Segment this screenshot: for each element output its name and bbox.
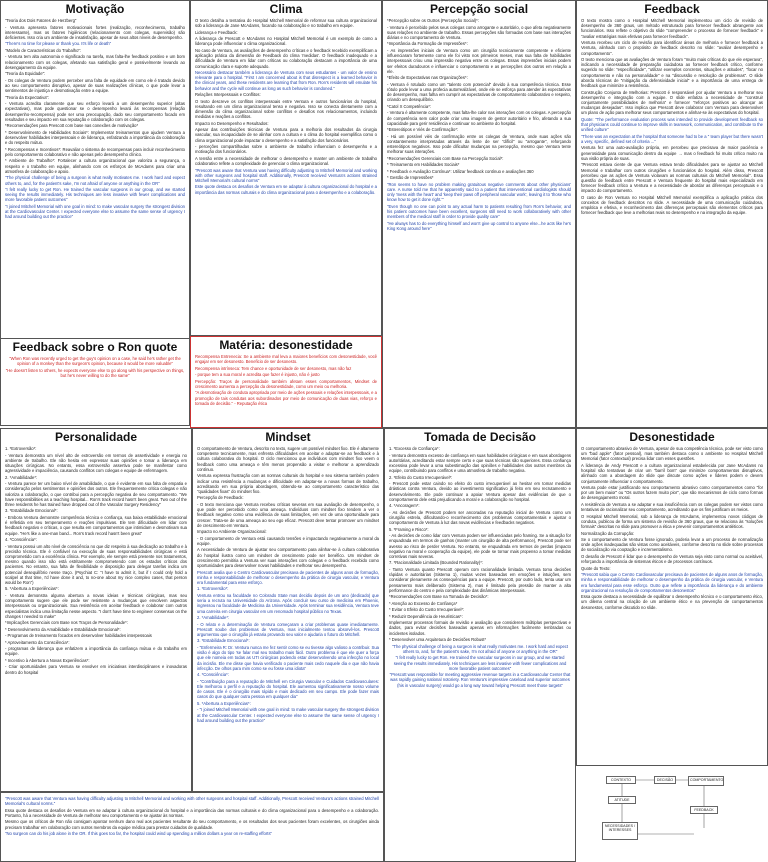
- percepcao-panel: [382, 0, 576, 428]
- paragraph: A necessidade de Ventura de ajustar seu comportamento para alinhar-se à cultura colaborativa do hospital ilustra como um mindset de crescimento pode ser benéfico. Um mindset de crescimento permitiria a Ventura ver suas interações com colegas e o feedback recebido como oportunidades para desenvolver novas habilidades e melhorar seu desempenho.: [197, 547, 379, 569]
- mindset-title: Mindset: [265, 430, 311, 444]
- bottom-quote-panel: [0, 792, 384, 862]
- tomada-body: [385, 446, 575, 688]
- paragraph: * Atenção ao Excesso de Confiança*: [389, 600, 458, 606]
- quote: "There's no time for please or thank you. It's life or death": [5, 41, 112, 47]
- paragraph: "Teoria da Equidade":: [5, 71, 46, 77]
- paragraph: O caso de Ron Ventura no Hospital Mitchell Memorial exemplifica a aplicação prática dos conceitos de feedback descritos no slide. A necessidade de uma comunicação cuidadosa, empática e efetiva, e reconhecimento das diferenças perceptuais são elementos críticos para fornecer feedback que leve a melhorias reais no desempenho e na integração da equipe.: [581, 194, 763, 216]
- paragraph: 1. *Extroversão*:: [5, 446, 37, 451]
- paragraph: - O texto menciona que Ventura recebeu críticas severas em sua avaliação de desempenho, o que pode ser percebido como uma ameaça. Indivíduos com mindset fixo tendem a ver o feedback negativo como uma evidência de suas limitações, em vez de uma oportunidade para crescer. Trata-se de uma ameaça ao seu ego eficaz. Prescott deve tentar promover um mindset de crescimento em Ventura.: [197, 501, 379, 528]
- paragraph: 4. *Consciência*:: [197, 672, 229, 678]
- personalidade-title: Personalidade: [54, 430, 138, 444]
- quote: "There was an expectation at the hospital that someone had to be a " team player but there wasn't a very, specific, defined set of criteria ...": [581, 133, 763, 144]
- paragraph: *Catol X Competência*:: [387, 103, 431, 109]
- paragraph: 5. *Abertura a Experiências*:: [5, 586, 59, 592]
- paragraph: 3. *Estabilidade Emocional*:: [5, 508, 58, 514]
- paragraph: A liderança de Prescott e McAdams no Hospital Mitchell Memorial é um exemplo de como a liderança pode influenciar o clima organizacional.: [195, 36, 377, 47]
- paragraph: - Há um possível viés de confirmação entre os colegas de Ventura, onde suas ações são constantemente interpretadas através da lente de ser "difícil" ou "arrogante", reforçando estereótipos negativos. Isso pode dificultar mudanças na percepção, mesmo que Ventura tente melhorar suas interações.: [387, 133, 571, 155]
- paragraph: O comportamento de Ventura, descrito no texto, sugere um possível mindset fixo. Ele é altamente competente tecnicamente, mas enfrenta dificuldades em aceitar e adaptar-se ao feedback e à cultura colaborativa do hospital. O ciclo mencionou que indivíduos com mindset fixo veem o feedback como uma ameaça e têm menos propensão a visitar e melhorar a aprendizado contínuo.: [197, 446, 379, 472]
- quote: "He doesn't listen to others, he expects everyone else to go along with his perspective on things, but he's never willing to do the same": [5, 367, 185, 378]
- paragraph: A resistência de Ventura a se adaptar e sua insuficiência com os colegas podem ser vistos como tentativas de racionalizar seu comportamento, acreditando que os fins justificam os meios.: [581, 501, 763, 513]
- paragraph: O Hospital Mitchell Memorial, sob a liderança de McAdams, implementou novos códigos de conduta, publicou de forma um sistema de revisão de 360 graus, que se relaciona às "soluções formais" descritas no slide para promover a ética e prevenir comportamentos antiéticos.: [581, 513, 763, 530]
- paragraph: "Modelo de Características do Trabalho":: [5, 47, 82, 53]
- paragraph: - Ventura demonstra um nível alto de extroversão em termos de assertividade e energia no ambiente de trabalho. Ele não hesita em expressar suas opiniões e tomar a liderança em situações cirúrgicas. No entanto, essa extroversão assertiva pode se manifestar como agressividade e impaciência, causando conflitos com colegas e equipe de enfermagem.: [5, 452, 187, 474]
- paragraph: *Percepção sobre os Outros (Percepção Social)*:: [387, 18, 479, 23]
- personalidade-body: [1, 446, 191, 675]
- paragraph: * Desenvolvimento da Amabilidade e Estabilidade Emocional*:: [5, 626, 121, 632]
- quote: "The physical challenge of being a surgeon is what really motivates me. I work hard and expect others to, and, for the patient's sake, I'm not afraid of anyone or anything in the OR": [5, 175, 185, 186]
- paragraph: Recompensa Entrenecia: Se a ambiente mal leva a maiores beneficios com desonestidade, você engajar em ser desonesto. Beneficio de ser desonesto.: [195, 354, 377, 365]
- diagram-node-decisao: DECISÃO: [654, 776, 676, 784]
- feedback-ron-title: Feedback sobre o Ron quote: [12, 340, 178, 354]
- paragraph: *Recomendações Gerenciais com Base na Percepção Social*:: [387, 155, 504, 161]
- paragraph: *Estereótipos e Viés de Confirmação*:: [387, 127, 459, 133]
- paragraph: Ventura recebeu um ciclo de revisão para identificar áreas de melhoria e fornecer feedback a Ventura, alinhado com o propósito de feedback descrito no slide: "avaliar desempenho e comportamento".: [581, 40, 763, 56]
- materia-body: [191, 354, 381, 406]
- quote: "I felt really lucky to get Ron. He trained the vascular surgeons in our group, and we started seeing the results immediately. His techniques are less invasive with fewer complications and more favorable patient outcomes": [393, 655, 567, 671]
- clima-title: Clima: [269, 2, 303, 16]
- paragraph: Quote do Texto:: [581, 565, 611, 571]
- paragraph: A tensão entre a necessidade de melhorar o desempenho e manter um ambiente de trabalho colaborativo reflete a complexidade de gerenciar o clima organizacional.: [195, 155, 377, 167]
- percepcao-title: Percepção social: [429, 2, 529, 16]
- quote: Quote: "The performance evaluation process was intended to provide development feedback so that physicians could continue to improve skills in teamwork, communication, and contribute to the unified culture": [581, 116, 763, 133]
- paragraph: O texto detalha a tentativa do Hospital Mitchell Memorial de reformar sua cultura organizacional sob a liderança de Jane McAdams, focando na colaboração e no trabalho em equipe.: [195, 18, 377, 29]
- paragraph: "Teoria da Expectativa":: [5, 94, 50, 100]
- paragraph: - programas de liderança que enfatizem a importância da confiança mútua e do trabalho em equipe.: [5, 646, 187, 657]
- paragraph: * Recompensas e Incentivos*: Reavaliar o sistema de recompensas para incluir reconhecimento pelo comportamento colaborativo e não apenas pelo desempenho clínico.: [5, 146, 185, 157]
- percepcao-body: [383, 18, 575, 231]
- diagram-node-comportamento: COMPORTAMENTO: [688, 776, 724, 786]
- paragraph: *Importância da Formação de Impressões*:: [387, 41, 468, 47]
- quote: "Prescott was aware that Ventura was having difficulty adjusting to Mitchell Memorial and working with other surgeons and hospital staff. Additionally, Prescott received Ventura's actions strained Mitchell Memorial's cultural norms": [195, 167, 377, 183]
- paragraph: Apesar das contribuições técnicas de Ventura para a melhoria dos resultados da cirurgia vascular, sua incapacidade de se alinhar com a cultura e o clima do hospital exemplifica como o clima organizacional pode impactar o desempenho e a satisfação dos funcionários.: [195, 127, 377, 143]
- paragraph: 2. *Amabilidade*:: [5, 474, 38, 480]
- paragraph: * Desenvolver uma Arquitetura de Decisões Robust*: [389, 637, 487, 643]
- paragraph: O comportamento abrasivo de Ventura, apesar de sua competência técnica, pode ser visto como um "bad apple" (fator pessoal), mas também destaca como o ambiente no Hospital Mitchell Memorial (fator contextual) precisa lidar com esses questões.: [581, 446, 763, 462]
- paragraph: - Tanto Ventura quanto Prescott operam com racionalidade limitada. Ventura toma decisões rápidas e autoritárias (Sistema 1), muitas vezes baseadas em emoções e intuições, sem considerar plenamente as consequências para a equipe. Prescott, por outro lado, tenta usar um pensamento mais deliberado (Sistema 2), mas é limitado pela pressão de manter a alta performance do centro e pela complexidade das dinâmicas interpessoais.: [389, 566, 571, 593]
- paragraph: - Embora Ventura demonstre competência técnica e confiança, sua baixa estabilidade emocional é refletida em seu temperamento e reações impulsivas. Ele tem dificuldade em lidar com feedback negativo e críticas, o que resulta em comportamentos que intimidam e desmotivam sua equipe. "He's like a one-man band... Ron's track record hasn't been great": [5, 514, 187, 536]
- paragraph: *Recomendações com Base na Tomada de Decisão*:: [389, 594, 489, 600]
- paragraph: 7. *Racionalidade Limitada (Bounded Rationality)*:: [389, 560, 484, 566]
- paragraph: "Prescott estava ciente de que Ventura estava tendo dificuldades para se ajustar ao Mitchell Memorial e trabalhar com outros cirurgiões e funcionários do hospital. Além disso, Prescott percebeu que as ações de Ventura violavam as normas culturais do Mitchell Memorial". Essa questão de feedback entre Prescott e Ventura frequente do hospital mais especializado em fornecer feedback crítico a Ventura e a necessidade de abordar as diferenças perceptuais e o impacto do comportamento.: [581, 162, 763, 194]
- paragraph: - O relato e a determinação de Ventura começaram a criar problemas quase imediatamente. Prescott soube dos problemas de Ventura, mas inicialmente tentou absorvê-los. Prescott argumentou que o cirurgião já estaria provando seu valor e ajudaria o futuro do Mitchell.: [197, 621, 379, 637]
- paragraph: *Efeito de Expectativas nas Organizações*:: [387, 75, 468, 81]
- paragraph: - Ventura é rotulado como um "talento com potencial" devido à sua competência técnica. Esse rótulo pode levar a uma profecia autorrealizável, onde ele se esforça para atender às expectativas de desempenho, mas falha em cumprir as expectativas de comportamento colaborativo e respeito, criando um desequilíbrio.: [387, 81, 571, 103]
- quote: "Ron seems to have no problem making gratuitous negative comments about other physicians' care. A nurse told me that he apparently said to a patient that interventional cardiologists should only 'mess with the heart' and 'keep their paws off peripheral vascular work', leaving it to 'those who know how to get it done right.'": [387, 181, 571, 203]
- diagram-node-contexto: CONTEXTO: [606, 776, 636, 784]
- paragraph: Este quote destaca os desafios de Ventura em se adaptar à cultura organizacional do hospital e a importância das normas culturais e do clima organizacional para o desempenho e a colaboração.: [195, 184, 377, 195]
- quote: "I joined Mitchell Memorial with one goal in mind: to make vascular surgery the strongest division at the Cardiovascular Center. I expected everyone else to assume the same sense of urgency I had around building out the practice": [5, 203, 185, 220]
- tomada-title: Tomada de Decisão: [424, 430, 536, 444]
- quote: "Even though no one can point to any actual harm to patients resulting from Ron's behavior, and his patient outcomes have been excellent, surgeons still need to work collaboratively with other members of the medical staff in order to provide quality care": [387, 203, 571, 220]
- paragraph: 4. *Ancoragem*:: [389, 503, 420, 509]
- paragraph: - As decisões de Prescott podem ser ancoradas na reputação inicial de Ventura como um cirurgião estrela, dificultando-o reconhecimento dos problemas comportamentais e ajustar o comportamento de Ventura à luz das novas evidências e feedbacks negativos.: [389, 509, 571, 526]
- paragraph: Normalização da Corrupção:: [581, 530, 635, 536]
- paragraph: Se o comportamento de Ventura fosse ignorado, poderia levar a um processo de normalização onde ações inadequadas são vistas como aceitáveis, conforme descrito no slide sobre processos de socialização via cooptação e incrementalismo.: [581, 537, 763, 553]
- diagram-node-necessidades: NECESSIDADES / INTERESSES: [602, 822, 638, 840]
- tomada-panel: [384, 428, 576, 862]
- quote: "No surgeon can do his job alone in the OR. If this goes too far, the hospital could wind up spending a million dollars a year on re-staffing efforts": [5, 831, 273, 837]
- paragraph: - "Contribuição para a reputação de Mitchell em Cirurgia Vascular e Cuidados Cardiovasculares: Ele melhorou o perfil e a reputação do hospital. Ele aumentou significativamente nosso volume de casos. Ele é o cirurgião mais rápido e mais dedicado em seu campo. Ele pode fazer mais casos do que qualquer outra pessoa em qualquer dia": [197, 678, 379, 700]
- desonestidade-title: Desonestidade: [629, 430, 715, 444]
- desonestidade-panel: [576, 428, 768, 766]
- quote: "He always has to do everything himself and won't give up control to anyone else...he acts like he's King Kong around here": [387, 220, 571, 232]
- paragraph: Relações Interpessoais e Conflitos:: [195, 92, 261, 98]
- paragraph: - Ventura possui um alto nível de consciência no que diz respeito à sua dedicação ao trabalho e à precisão técnica. Ele é confiável na execução de suas responsabilidades cirúrgicas e está comprometido com a excelência clínica. Por exemplo, ele sempre está presente nos tratamentos, mesmo quando isso não está estritamente comprometendo com os estados críticos dos pacientes. No entanto, sua falta de flexibilidade e disposição para delegar tarefas indica um potencial desequilíbrio nesse traço. (Psychiat C: "I have to admit it, but if I could only hold a scalpel at that time, I'd have done it and, to no-one about my nice complex cases, that person would be Ron"): [5, 543, 187, 585]
- paragraph: No caso de Ventura, as avaliações de desempenho críticas e o feedback recebido exemplificam a aplicação prática da dimensão de Feedback do clima 'medidas'. O feedback inadequado e a dificuldade de Ventura em lidar com críticas ou colaboração destacam a importância de uma comunicação clara e suporte adequado.: [195, 47, 377, 69]
- personalidade-panel: [0, 428, 192, 792]
- paragraph: Necessário destacar também a liderança de Ventura com seus estudantes - um valor de ensino relevante para o hospital. "First I am concerned about is that disrespect is a learned behavior in the clinical years, and these residents are learning that from Ron. Ron's residents will emulate his behavior and the cycle will continue as long as such behavior is condoned.": [195, 70, 377, 91]
- motivacao-title: Motivação: [65, 2, 125, 16]
- paragraph: Impacto no Ambiente Organizacional:: [197, 529, 267, 535]
- paragraph: Essa quote destaca os desafios de Ventura em se adaptar à cultura organizacional do hospital e a importância das normas culturais e do clima organizacional para o desempenho e a colaboração. Portanto, há a necessidade de Ventura de melhorar seu comportamento e se ajustar às normas.: [5, 807, 379, 818]
- paragraph: * Evitar o Efeito do Custo Irrecuperável*:: [389, 607, 465, 613]
- paragraph: - Criar oportunidades para Ventura se envolver em iniciativas interdisciplinares e inovadoras dentro do hospital: [5, 664, 187, 675]
- quote: "The physical challenge of being a surgeon is what really motivates me. I work hard and expect others to, and, for the patient's sake, I'm not afraid of anyone or anything in the OR": [391, 643, 569, 654]
- paragraph: Ventura expressa frustração com as normas culturais do hospital e seu sistema também podem indicar uma resistência a mudanças e dificuldade em adaptar-se a novas formas de trabalho, acreditando em sua própria abordagem, obtendo-se ao comportamento característico das "qualidades fixas" do mindset fixo.: [197, 473, 379, 494]
- quote: "Prescott was aware that Ventura was having difficulty adjusting to Mitchell Memorial and working with other surgeons and hospital staff. Additionally, Prescott received Ventura's actions strained Mitchell Memorial's cultural norms.": [5, 796, 379, 807]
- paragraph: Recompensa intrínseca: Tem chance e oportunidade de ser desonesto, mas não faz: [195, 365, 352, 371]
- paragraph: Mesmo que os críticos de Ron não consigam apontar nenhum dano real aos pacientes resultante do seu comportamento, e os resultados dos seus pacientes foram excelentes, os cirurgiões ainda precisam trabalhar em colaboração com outros membros da equipe médica para prestar cuidados de qualidade.: [5, 819, 379, 830]
- feedback-ron-body: [1, 356, 189, 378]
- paragraph: A liderança de Andy Prescott e a cultura organizacional estabelecida por Jane McAdams no hospital são tentativas de criar um "barril bom" que minimize comportamentos disruptivos, alinhado com a abordagem do slide que discute como ações e líderes podem e devem conjuntamente influenciar o comportamento.: [581, 462, 763, 484]
- paragraph: 4. *Consciência*:: [5, 537, 37, 543]
- paragraph: Ventura pode estar justificando seu comportamento abrasivo como comportamentos como "for por um bem maior" ou "Os outros fazem muito pior", que são mecanismos de ciclo como formas de desengajamento moral.: [581, 485, 763, 501]
- clima-panel: [190, 0, 382, 336]
- paragraph: * Feedback e Avaliação Contínua*: Utilizar feedback contínuo e avaliações 360: [387, 168, 534, 174]
- paragraph: Liderança e Feedback:: [195, 29, 238, 35]
- feedback-body: [577, 18, 767, 216]
- paragraph: 1. *Extroversão*:: [197, 586, 229, 592]
- bottom-quote-body: [1, 793, 383, 836]
- paragraph: O texto mostra como o Hospital Mitchell Memorial implementou um ciclo de revisão de desempenho de 360 graus, um método estruturado para fornecer feedback abrangente aos funcionários. Isso reflete o objetivo do slide "compreender o processo de fornecer feedback" e "avaliar estratégias mais efetivas para fornecer feedback".: [581, 18, 763, 39]
- paragraph: - Ventura demonstra alguma abertura a novas ideias e técnicas cirúrgicas, mas seu comportamento sugere que ele pode ser resistente a mudanças que envolvem aspectos interpessoais ou organizacionais. Sua resistência em aceitar feedback e colaborar com outros especialistas indica uma limitação nesse aspecto. "I don't have time to engineer consensus on the changes I needed to make": [5, 592, 187, 619]
- paragraph: - "Enfermeira R: Dr. Ventura nunca me fez sentir como se eu tivesse algo valioso a contribuir. Sua visão é algo do tipo 'se falar mal seu trabalho mais fácil. Outro problema é que ele quer a força que ele nomeia em todas as UTI cirúrgicas podendo estar desenvolvendo uma infecção no local da incisão. Ele me disse que havia verificado o paciente mais cedo naquele dia e que não havia infecção. De olhos para mim como se eu fosse uma idiota": [197, 644, 379, 671]
- paragraph: Prescott avalia que o Centro Cardiovascular precisava de pacientes de alguns anos de formação, minha e responsabilidade de melhorar o desempenho da prática de cirurgia vascular, e Ventura era fundamental para esse esforço.: [197, 569, 379, 585]
- paragraph: 1. *Excesso de Confiança*:: [389, 446, 440, 451]
- feedback-ron-panel: [0, 338, 190, 426]
- paragraph: Implementar processos formais de revisão e avaliação que considerem múltiplas perspectivas e dados, para evitar decisões baseadas apenas em informações facilmente lembradas ou incidentes isolados.: [389, 620, 571, 636]
- paragraph: * Incentivo à Abertura a Novas Experiências*:: [5, 657, 90, 663]
- clima-body: [191, 18, 381, 195]
- paragraph: "Teoria dos Dois Fatores de Herzberg": [5, 18, 77, 23]
- diagram-node-atitude: ATITUDE: [608, 796, 636, 804]
- paragraph: - Prescott pode estar caindo no efeito do custo irrecuperável ao hesitar em tomar medidas drásticas contra Ventura, devido ao investimento significativo já feito em seu recrutamento e desenvolvimento. Ele pode continuar a apoiar Ventura apesar das evidências de que o comportamento dele está prejudicando a moral e a colaboração no hospital.: [389, 481, 571, 502]
- paragraph: - Os colegas de Ventura podem perceber uma falta de equidade em como ele é tratado devido ao seu comportamento disruptivo, apesar de suas realizações clínicas, o que pode levar a sentimentos de injustiça e desmotivação entre a equipe.: [5, 77, 185, 94]
- paragraph: - O comportamento de Ventura está causando tensões e impactando negativamente a moral da equipe.: [197, 535, 379, 546]
- materia-title: Matéria: desonestidade: [219, 338, 353, 352]
- paragraph: Construção Conjunta de Melhorias: Prescott é responsável por ajudar Ventura a melhorar seu desempenho e integração com a equipe. O slide enfatiza a necessidade de "construir conjuntamente possibilidades de melhoria" e fornecer "reforços positivos ao alcançar as mudanças desejadas". Isso implica que Prescott deve colaborar com Ventura para desenvolver um plano de ação para melhorar seus comportamentos e alinhar-se às expectativas do hospital.: [581, 89, 763, 116]
- feedback-title: Feedback: [644, 2, 700, 16]
- paragraph: O desafio de Prescott é lidar que o desempenho de Ventura seja visto como normal ou aceitável, reforçando a importância de sistemas éticos e de processos contínuos.: [581, 553, 763, 565]
- paragraph: - Ventura é altamente competente, mas falta-lhe calor nas interações com os colegas. A percepção de competência sem calor pode criar uma imagem de gestor autoritário e frio, afetando a sua capacidade para gerir residência e continuar no ambiente do hospital.: [387, 110, 571, 126]
- feedback-panel: [576, 0, 768, 428]
- paragraph: * Treinamento em Habilidades Sociais*: [387, 162, 460, 168]
- paragraph: Essa quote destaca a necessidade de equilibrar o desempenho técnico e o comportamento ético, um dilema central na criação de um ambiente ético e na prevenção de comportamentos desonestos, conforme discutido no slide.: [581, 594, 763, 610]
- paragraph: *Implicações Gerenciais com Base nos Traços de Personalidade*:: [5, 620, 128, 626]
- paragraph: "A desmotivação de conduta apropriada por meio de ações pessoais e relações interpessoais, e a promoção de tais condutas aos subordinados por meio de comunicação de duas vias, reforço e tomada de decisão." - Reputação ética: [195, 390, 377, 406]
- paragraph: * Ambiente de Trabalho*: Fortalecer a cultura organizacional que valoriza a segurança, o respeito e o trabalho em equipe, alinhando com os esforços de McAdams para criar uma atmosfera de colaboração e apoio.: [5, 158, 185, 174]
- quote: "I felt really lucky to get Ron. He trained the vascular surgeons in our group, and we started seeing the results immediately. His techniques are less invasive with fewer complications and more favorable patient outcomes": [5, 187, 185, 203]
- mindset-panel: [192, 428, 384, 792]
- paragraph: * Gestão de Impressões*: [387, 175, 434, 181]
- desonestidade-body: [577, 446, 767, 610]
- motivacao-panel: [0, 0, 190, 340]
- diagram-panel: [576, 766, 768, 862]
- materia-panel: [190, 336, 382, 428]
- quote: "Prescott was responsible for meeting aggressive revenue targets in a Cardiovascular Center that was rapidly gaining national notoriety. Ron Ventura's impressive caseload and superior outcomes (his in vascular surgery) would go a long way toward helping Prescott meet those targets": [389, 672, 571, 688]
- paragraph: 5. *Abertura a Experiências*:: [197, 700, 251, 706]
- paragraph: * Aproveitamento da Consciência*:: [5, 639, 70, 645]
- paragraph: - As decisões de como lidar com Ventura podem ser influenciadas pelo framing. Se a situação for enquadrada em termos de ganhos (manter um cirurgião de alta performance), Prescott pode ser avesso ao risco de perder Ventura. No entanto, se enquadrada em termos de perdas (impacto negativo na moral e cooperação da equipe), ele pode se tornar mais propenso a tomar medidas corretivas mais severas.: [389, 533, 571, 559]
- paragraph: - "I joined Mitchell Memorial with one goal in mind: to make vascular surgery the strongest division at the Cardiovascular Center. I expected everyone else to assume the same sense of urgency I had around building out the practice": [197, 707, 379, 723]
- paragraph: * Reduzir Dependência de Heurísticas*:: [389, 613, 463, 619]
- paragraph: Ventura fez uma auto-avaliação própria, em percebeu que precisava de maior paciência e generosidade para comunicação dentro da equipe → mas o feedback foi muito crítico muito na sua visão própria de suas.: [581, 145, 763, 161]
- paragraph: - Ventura parece ter um baixo nível de amabilidade, o que é evidente em sua falta de empatia e consideração pelos sentimentos e opiniões dos outros. Ele frequentemente critica colegas e não valoriza a colaboração, o que contribui para a percepção negativa de seu comportamento. "We have responsibilities as a teaching hospital... Ron's track record hasn't been great. Two out of the three residents he has trained have dropped out of the Vascular Surgery Residency": [5, 481, 187, 507]
- paragraph: 2. *Amabilidade*:: [197, 615, 230, 621]
- diagram-node-feedback: FEEDBACK: [690, 806, 718, 814]
- motivacao-body: [1, 18, 189, 220]
- paragraph: O texto menciona que as avaliações de Ventura foram "muito mais críticas do que ele esperava", indicando a necessidade de preparação cuidadosa ao fornecer feedback crítico, conforme sugerido no slide: "especificidade", "utilizar exemplos concretos, situações e atitudes", "focar no comportamento e não na personalidade" e na "discussão e resolução de problemas". O slide aborda técnicas de "mitigação da defensividade inicial" e a importância de uma entrega de feedback que minimize a resistência.: [581, 57, 763, 89]
- paragraph: - Ventura demonstra excesso de confiança em suas habilidades cirúrgicas e em suas abordagens autoritárias, acreditando estar sempre certo e que suas técnicas são superiores. Essa confiança excessiva pode levar a uma subestimação das opiniões e habilidades dos outros membros da equipe, contribuindo para conflitos e uma atmosfera de trabalho negativa.: [389, 452, 571, 474]
- paragraph: Percepção: Traços de personalidade também afetam esses comportamentos, Mindset de crescimento aumenta a percepção da desonestidade, como um meio ou melhoria.: [195, 378, 377, 389]
- paragraph: Ventura entrou na faculdade no Colorado State mas decidiu depois de um ano (dedicado) que seria a recruta na Universidade do Arizona. Após concluir seu curso de medicina em Phoenix, ingressou na faculdade de Medicina da Universidade. Após terminar sua residência, Ventura teve uma carreira em cirurgia vascular em um renomado hospital público no Texas.: [197, 592, 379, 614]
- paragraph: - Ventura acredita claramente que seu esforço levará a um desempenho superior (altas expectativas), mas pode questionar se o desempenho levará às recompensas (relação desempenho-recompensa) pode ser uma preocupação, dado seu comportamento focado em resultados e seu impacto em sua reputação e colaboração com os colegas.: [5, 101, 185, 122]
- paragraph: Impacto no Desempenho e Resultados:: [195, 120, 269, 126]
- paragraph: - porque tem a sua moral e acredita que fazer é injusto, não é justo: [195, 372, 320, 378]
- quote: "Prescott sabia que o Centro Cardiovascular precisava de pacientes de alguns anos de formação, minha e responsabilidade de melhorar o desempenho da prática de cirurgia vascular, e Ventura era fundamental para esse esforço. Outro que reflete a importância da liderança e do ambiente organizacional na resolução de comportamentos desonestos": [581, 572, 763, 593]
- paragraph: *Recomendações para Prescott com base nas conexões de motivação*: [5, 123, 139, 129]
- paragraph: Percepção de Feedback:: [197, 495, 244, 501]
- paragraph: 5. *Framing e Risco*:: [389, 526, 429, 532]
- paragraph: - Ventura apresenta fatores motivacionais fortes (realização, reconhecimento, trabalho interessante), mas os fatores higiênicos (relacionamento com colegas, supervisão) são deficientes. Isso cria um ambiente de insatisfação, apesar de seus altos níveis de desempenho.: [5, 24, 185, 40]
- paragraph: - As impressões iniciais de Ventura como um cirurgião tecnicamente competente e eficiente influenciaram fortemente como ele foi visto nos primeiros meses, mas sua falta de habilidades interpessoais criou uma impressão negativa entre os colegas. Essas impressões iniciais podem ser efeitos duradouros e influenciar o comportamento e as percepções dos outros em relação a ele.: [387, 47, 571, 74]
- paragraph: - Ventura tem alta autonomia e significado na tarefa, mas falta-lhe feedback positivo e um bom relacionamento com os colegas, afetando sua satisfação geral e possivelmente levando ao desengajamento da equipe.: [5, 54, 185, 70]
- paragraph: - Programas de treinamento focados em desenvolver habilidades interpessoais: [5, 633, 152, 639]
- paragraph: 2. *Efeito do Custo Irrecuperável*:: [389, 474, 453, 480]
- paragraph: O texto descreve os conflitos interpessoais entre Ventura e outros funcionários do hospital, resultando em um clima organizacional tenso e negativo. Isso se conecta diretamente com a dimensão do clima organizacional sobre conflitos e desafios nos relacionamentos, incluindo medidas e reações a conflitos.: [195, 98, 377, 120]
- paragraph: * Desenvolvimento de Habilidades Sociais*: Implementar treinamentos que ajudem Ventura a desenvolver habilidades interpessoais e de liderança, enfatizando a importância da colaboração e do respeito mútuo.: [5, 129, 185, 146]
- paragraph: - Ventura é percebido pelos seus colegas como arrogante e autoritário, o que afeta negativamente suas relações no ambiente de trabalho. Essas percepções são formadas com base nas interações diárias e no comportamento de Ventura.: [387, 24, 571, 40]
- quote: "When Ron was recently urged to get the guy's opinion on a case, he said he's rather get the opinion of a monkey than the surgeon's opinion, because it would be more valuable": [9, 356, 181, 367]
- mindset-body: [193, 446, 383, 723]
- paragraph: - perceções compartilhadas sobre o ambiente de trabalho influenciam o desempenho e a motivação dos funcionários.: [195, 144, 377, 155]
- paragraph: 3. *Estabilidade Emocional*:: [197, 638, 250, 644]
